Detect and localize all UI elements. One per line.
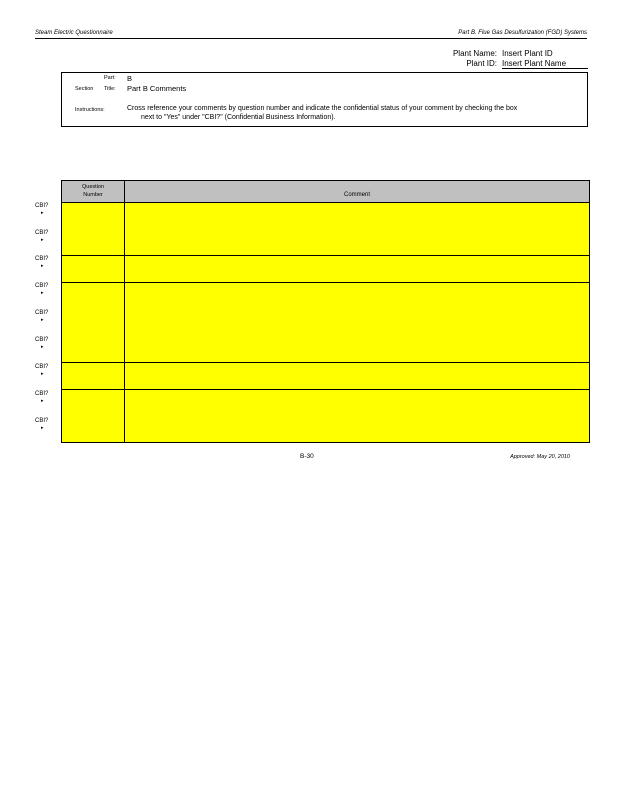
section-info-box [61, 72, 588, 127]
part-label: Part: [104, 75, 116, 81]
part-value: B [127, 74, 133, 83]
instructions-label: Instructions: [75, 107, 105, 113]
cbi-checkbox[interactable]: CBI? ▸ [35, 310, 49, 323]
column-header-comment: Comment [343, 192, 370, 198]
question-number-cell[interactable] [62, 283, 125, 362]
cbi-checkbox[interactable]: CBI? ▸ [35, 391, 49, 404]
question-number-cell[interactable] [62, 390, 125, 442]
question-number-cell[interactable] [62, 363, 125, 389]
plant-name-value[interactable]: Insert Plant ID [502, 49, 553, 58]
instructions-line-1: Cross reference your comments by question number and indicate the confidential status of your comment by checking the box [127, 105, 518, 112]
header-right: Part B. Flue Gas Desulfurization (FGD) Systems [458, 30, 587, 36]
comment-cell[interactable] [125, 363, 589, 389]
cbi-checkbox[interactable]: CBI? ▸ [35, 203, 49, 216]
table-row [62, 283, 589, 363]
plant-id-value[interactable]: Insert Plant Name [502, 59, 588, 69]
table-row [62, 363, 589, 390]
instructions-line-2: next to "Yes" under "CBI?" (Confidential Business Information). [141, 114, 336, 121]
cbi-checkbox[interactable]: CBI? ▸ [35, 230, 49, 243]
cbi-checkbox[interactable]: CBI? ▸ [35, 337, 49, 350]
plant-id-label: Plant ID: [466, 59, 497, 68]
cbi-checkbox[interactable]: CBI? ▸ [35, 418, 49, 431]
comment-cell[interactable] [125, 256, 589, 282]
plant-name-label: Plant Name: [452, 49, 497, 58]
title-label: Title: [104, 86, 116, 92]
comment-cell[interactable] [125, 390, 589, 442]
comments-table [61, 180, 590, 443]
header-left: Steam Electric Questionnaire [35, 30, 113, 36]
question-number-cell[interactable] [62, 256, 125, 282]
question-number-cell[interactable] [62, 203, 125, 255]
table-row [62, 256, 589, 283]
cbi-checkbox[interactable]: CBI? ▸ [35, 364, 49, 377]
approved-date: Approved: May 20, 2010 [510, 454, 570, 460]
comment-cell[interactable] [125, 203, 589, 255]
comment-cell[interactable] [125, 283, 589, 362]
cbi-checkbox[interactable]: CBI? ▸ [35, 256, 49, 269]
header-rule [35, 38, 587, 39]
column-header-question-number: Question Number [62, 181, 125, 202]
section-label: Section [75, 86, 94, 92]
cbi-checkbox[interactable]: CBI? ▸ [35, 283, 49, 296]
page-number: B-30 [300, 453, 314, 460]
table-row [62, 390, 589, 442]
title-value: Part B Comments [127, 84, 187, 93]
table-header [62, 181, 589, 203]
table-row [62, 203, 589, 256]
